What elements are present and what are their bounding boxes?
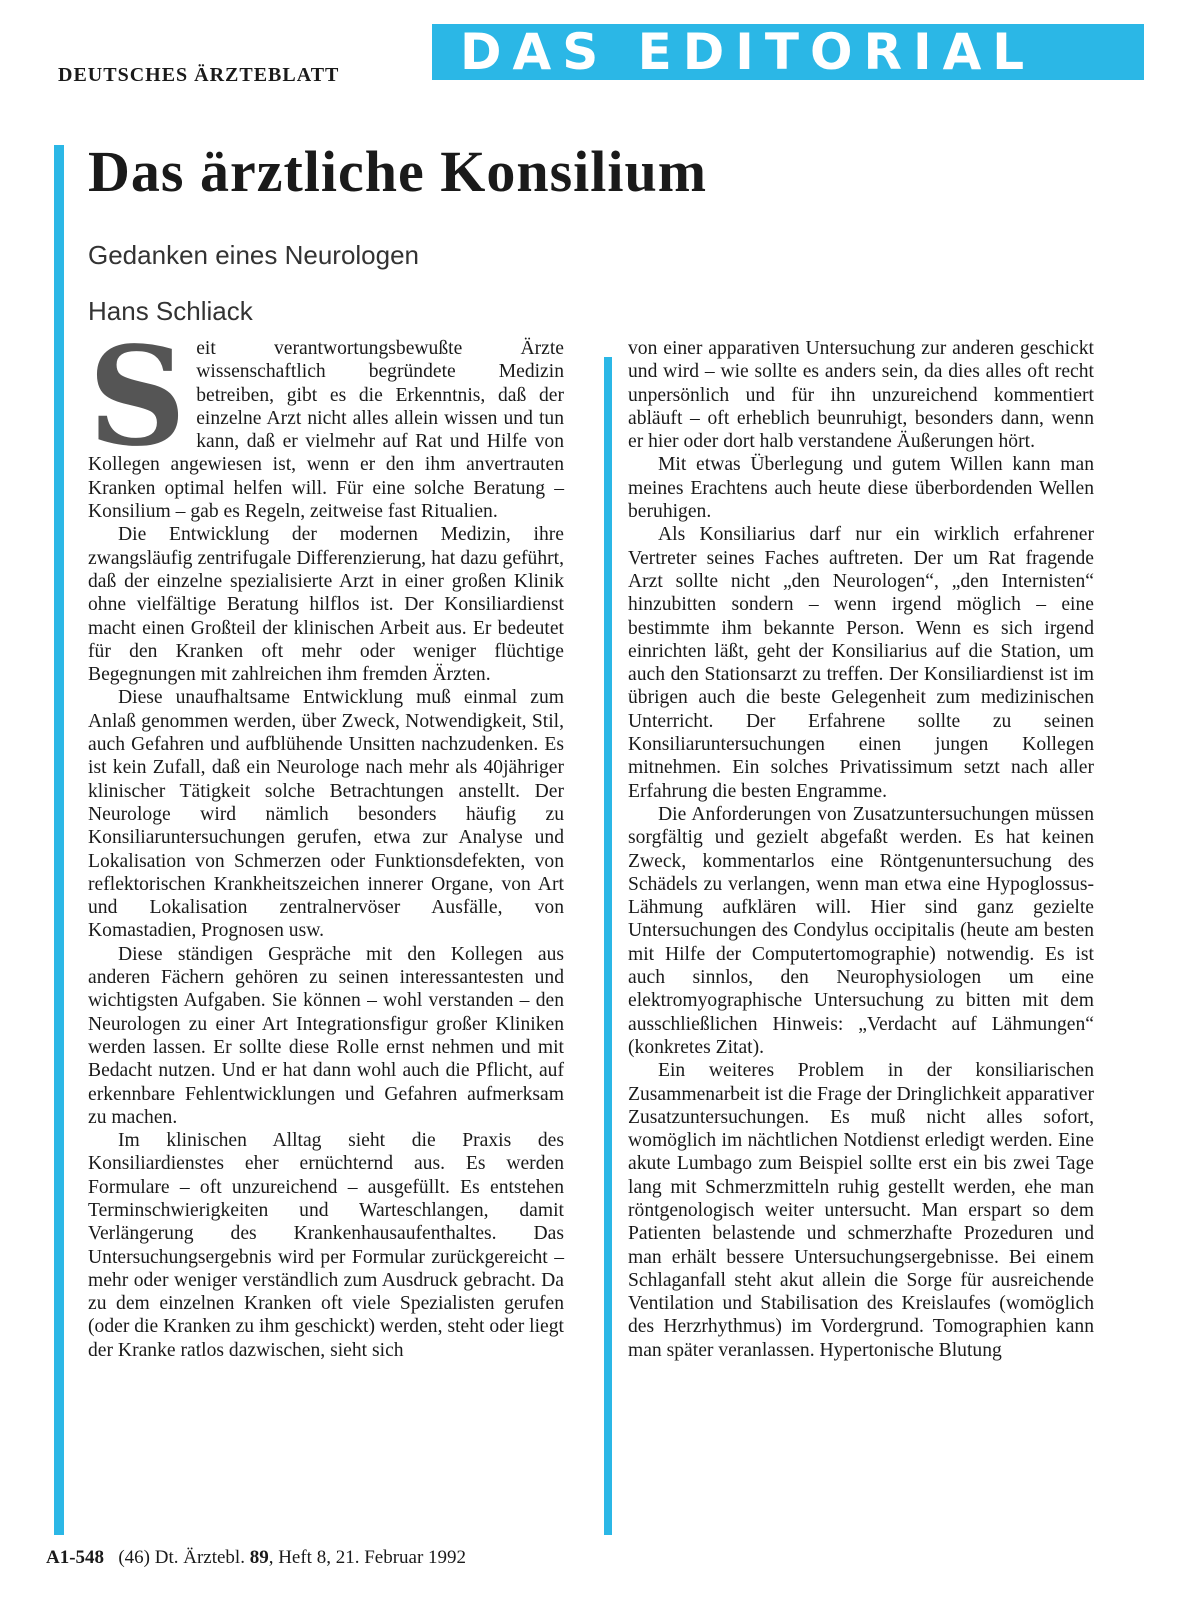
section-banner: DAS EDITORIAL — [432, 24, 1144, 80]
paragraph: Mit etwas Überlegung und gutem Willen kann man meines Erachtens auch heute diese überbordenden Wellen beruhigen. — [628, 454, 1094, 523]
right-column — [628, 337, 1094, 1362]
paragraph: Als Konsiliarius darf nur ein wirklich erfahrener Vertreter seines Faches auftreten. Der um Rat fragende Arzt sollte nicht „den Neurologen“, „den Internisten“ hinzubitten sondern – wenn irgend möglich – eine bestimmte ihm bekannte Person. Wenn es sich irgend einrichten läßt, geht der Konsiliarius auf die Station, um auch den Stationsarzt zu treffen. Der Konsiliardienst ist im übrigen auch die beste Gelegenheit zum medizinischen Unterricht. Der Erfahrene sollte zu seinen Konsiliaruntersuchungen einen jungen Kollegen mitnehmen. Ein solches Privatissimum setzt nach aller Erfahrung die besten Engramme. — [628, 524, 1094, 802]
paragraph: Die Entwicklung der modernen Medizin, ihre zwangsläufig zentrifugale Differenzierung, hat dazu geführt, daß der einzelne spezialisierte Arzt in einer großen Klinik ohne vielfältige Beratung hilflos ist. Der Konsiliardienst macht einen Großteil der klinischen Arbeit aus. Er bedeutet für den Kranken oft mehr oder weniger flüchtige Begegnungen mit zahlreichen ihm fremden Ärzten. — [88, 524, 564, 686]
accent-bar — [54, 145, 64, 1535]
masthead: DEUTSCHES ÄRZTEBLATT — [58, 64, 340, 86]
paragraph: Im klinischen Alltag sieht die Praxis des Konsiliardienstes eher ernüchternd aus. Es werden Formulare – oft unzureichend – ausgefüllt. Es entstehen Terminschwierigkeiten und Warteschlangen, damit Verlängerung des Krankenhausaufenthaltes. Das Untersuchungsergebnis wird per Formular zurückgereicht – mehr oder weniger verständlich zum Ausdruck gebracht. Da zu dem einzelnen Kranken oft viele Spezialisten gerufen (oder die Kranken zu ihm geschickt) werden, steht oder liegt der Kranke ratlos dazwischen, sieht sich — [88, 1130, 564, 1361]
page-code: A1-548 — [46, 1547, 105, 1568]
page-footer — [46, 1547, 466, 1569]
journal-ref: (46) Dt. Ärztebl. — [118, 1547, 245, 1568]
paragraph: Ein weiteres Problem in der konsiliarischen Zusammenarbeit ist die Frage der Dringlichkeit apparativer Zusatzuntersuchungen. Es muß nicht alles sofort, womöglich im nächtlichen Notdienst erledigt werden. Eine akute Lumbago zum Beispiel sollte erst ein bis zwei Tage lang mit Schmerzmitteln ruhig gestellt werden, ehe man röntgenologisch weiter untersucht. Man erspart so dem Patienten belastende und schmerzhafte Prozeduren und man erhält bessere Untersuchungsergebnisse. Bei einem Schlaganfall steht akut allein die Sorge für ausreichende Ventilation und Stabilisation des Kreislaufes (womöglich des Herzrhythmus) im Vordergrund. Tomographien kann man später veranlassen. Hypertonische Blutung — [628, 1060, 1094, 1361]
paragraph: Diese unaufhaltsame Entwicklung muß einmal zum Anlaß genommen werden, über Zweck, Notwendigkeit, Stil, auch Gefahren und aufblühende Unsitten nachzudenken. Es ist kein Zufall, daß ein Neurologe nach mehr als 40jähriger klinischer Tätigkeit solche Betrachtungen anstellt. Der Neurologe wird nämlich besonders häufig zu Konsiliaruntersuchungen gerufen, etwa zur Analyse und Lokalisation von Schmerzen oder Funktionsdefekten, von reflektorischen Krankheitszeichen innerer Organe, von Art und Lokalisation zentralnervöser Ausfälle, von Komastadien, Prognosen usw. — [88, 687, 564, 942]
paragraph-text: eit verantwortungsbewußte Ärzte wissenschaftlich begründete Medizin betreiben, gibt es die Erkenntnis, daß der einzelne Arzt nicht alles allein wissen und tun kann, daß er vielmehr auf Rat und Hilfe von Kollegen angewiesen ist, wenn er den ihm anvertrauten Kranken optimal helfen will. Für eine solche Beratung – Konsilium – gab es Regeln, zeitweise fast Ritualien. — [88, 338, 564, 523]
volume-number: 89 — [249, 1547, 269, 1568]
article-subtitle: Gedanken eines Neurologen — [88, 240, 420, 270]
paragraph: von einer apparativen Untersuchung zur anderen geschickt und wird – wie sollte es anders sein, da dies alles oft recht unpersönlich und für ihn unzureichend kommentiert abläuft – oft erheblich beunruhigt, besonders dann, wenn er hier oder dort halb verstandene Äußerungen hört. — [628, 338, 1094, 453]
article-title: Das ärztliche Konsilium — [88, 139, 708, 204]
issue-date: , Heft 8, 21. Februar 1992 — [268, 1547, 467, 1568]
paragraph — [88, 317, 564, 523]
drop-cap: S — [88, 317, 187, 477]
column-accent-bar — [604, 357, 612, 1535]
paragraph: Diese ständigen Gespräche mit den Kollegen aus anderen Fächern gehören zu seinen interessantesten und wichtigsten Aufgaben. Sie können – wohl verstanden – den Neurologen zu einer Art Integrationsfigur großer Kliniken werden lassen. Er sollte diese Rolle ernst nehmen und mit Bedacht nutzen. Und er hat dann wohl auch die Pflicht, auf erkennbare Fehlentwicklungen und Gefahren aufmerksam zu machen. — [88, 943, 564, 1128]
paragraph: Die Anforderungen von Zusatzuntersuchungen müssen sorgfältig und gezielt abgefaßt werden. Es hat keinen Zweck, kommentarlos eine Röntgenuntersuchung des Schädels zu verlangen, wenn man etwa eine Hypoglossus-Lähmung aufklären will. Hier sind ganz gezielte Untersuchungen des Condylus occipitalis (heute am besten mit Hilfe der Computertomographie) notwendig. Es ist auch sinnlos, den Neurophysiologen um eine elektromyographische Untersuchung zu bitten mit dem ausschließlichen Hinweis: „Verdacht auf Lähmungen“ (konkretes Zitat). — [628, 803, 1094, 1058]
author-name: Hans Schliack — [88, 296, 253, 326]
left-column — [88, 317, 564, 1362]
